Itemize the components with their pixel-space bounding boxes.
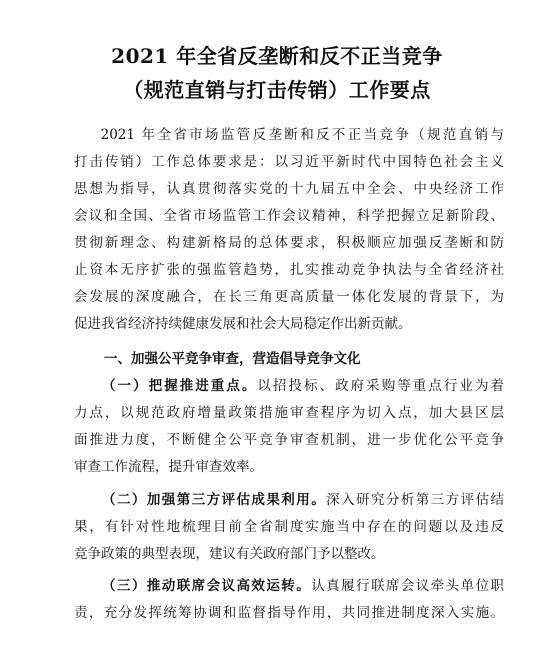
intro-line: 打击传销）工作总体要求是：以习近平新时代中国特色社会主义 xyxy=(74,154,504,170)
document-title-line-1: 2021 年全省反垄断和反不正当竞争 xyxy=(111,44,443,68)
item-3-paragraph xyxy=(74,573,504,627)
item-1-line: 审查工作流程，提升审查效率。 xyxy=(74,459,263,475)
item-1-line: 以招投标、政府采购等重点行业为着 xyxy=(257,378,504,394)
intro-line: 会发展的深度融合，在长三角更高质量一体化发展的背景下，为 xyxy=(74,289,504,305)
item-3-line: 责，充分发挥统筹协调和监督指导作用，共同推进制度深入实施。 xyxy=(74,605,504,621)
item-2-lead: （二）加强第三方评估成果利用。 xyxy=(102,492,327,508)
document-title-line-2: （规范直销与打击传销）工作要点 xyxy=(123,78,431,102)
intro-line: 止资本无序扩张的强监管趋势，扎实推动竞争执法与全省经济社 xyxy=(74,262,504,278)
intro-line: 会议和全国、全省市场监管工作会议精神，科学把握立足新阶段、 xyxy=(74,208,504,224)
item-2-line: 竞争政策的典型表现，建议有关政府部门予以整改。 xyxy=(74,546,385,562)
intro-line: 思想为指导，认真贯彻落实党的十九届五中全会、中央经济工作 xyxy=(74,181,504,197)
item-2-line: 果，有针对性地梳理目前全省制度实施当中存在的问题以及违反 xyxy=(74,519,504,535)
item-2-line: 深入研究分析第三方评估结 xyxy=(326,492,504,508)
item-3-first-line xyxy=(74,573,504,600)
intro-line: 2021 年全省市场监管反垄断和反不正当竞争（规范直销与 xyxy=(74,127,504,143)
intro-line: 贯彻新理念、构建新格局的总体要求，积极顺应加强反垄断和防 xyxy=(74,235,504,251)
item-1-line: 面推进力度，不断健全公平竞争审查机制，进一步优化公平竞争 xyxy=(74,432,504,448)
item-1-line: 力点，以规范政府增量政策措施审查程序为切入点，加大县区层 xyxy=(74,405,504,421)
item-1-first-line xyxy=(74,373,504,400)
item-2-first-line xyxy=(74,487,504,514)
item-1-lead: （一）把握推进重点。 xyxy=(102,378,258,394)
item-3-lead: （三）推动联席会议高效运转。 xyxy=(102,578,312,594)
item-1-paragraph xyxy=(74,373,504,481)
intro-paragraph xyxy=(74,122,504,338)
item-3-line: 认真履行联席会议牵头单位职 xyxy=(311,578,504,594)
intro-line: 促进我省经济持续健康发展和社会大局稳定作出新贡献。 xyxy=(74,316,412,332)
section-heading: 一、加强公平竞争审查，营造倡导竞争文化 xyxy=(104,351,361,367)
item-2-paragraph xyxy=(74,487,504,568)
